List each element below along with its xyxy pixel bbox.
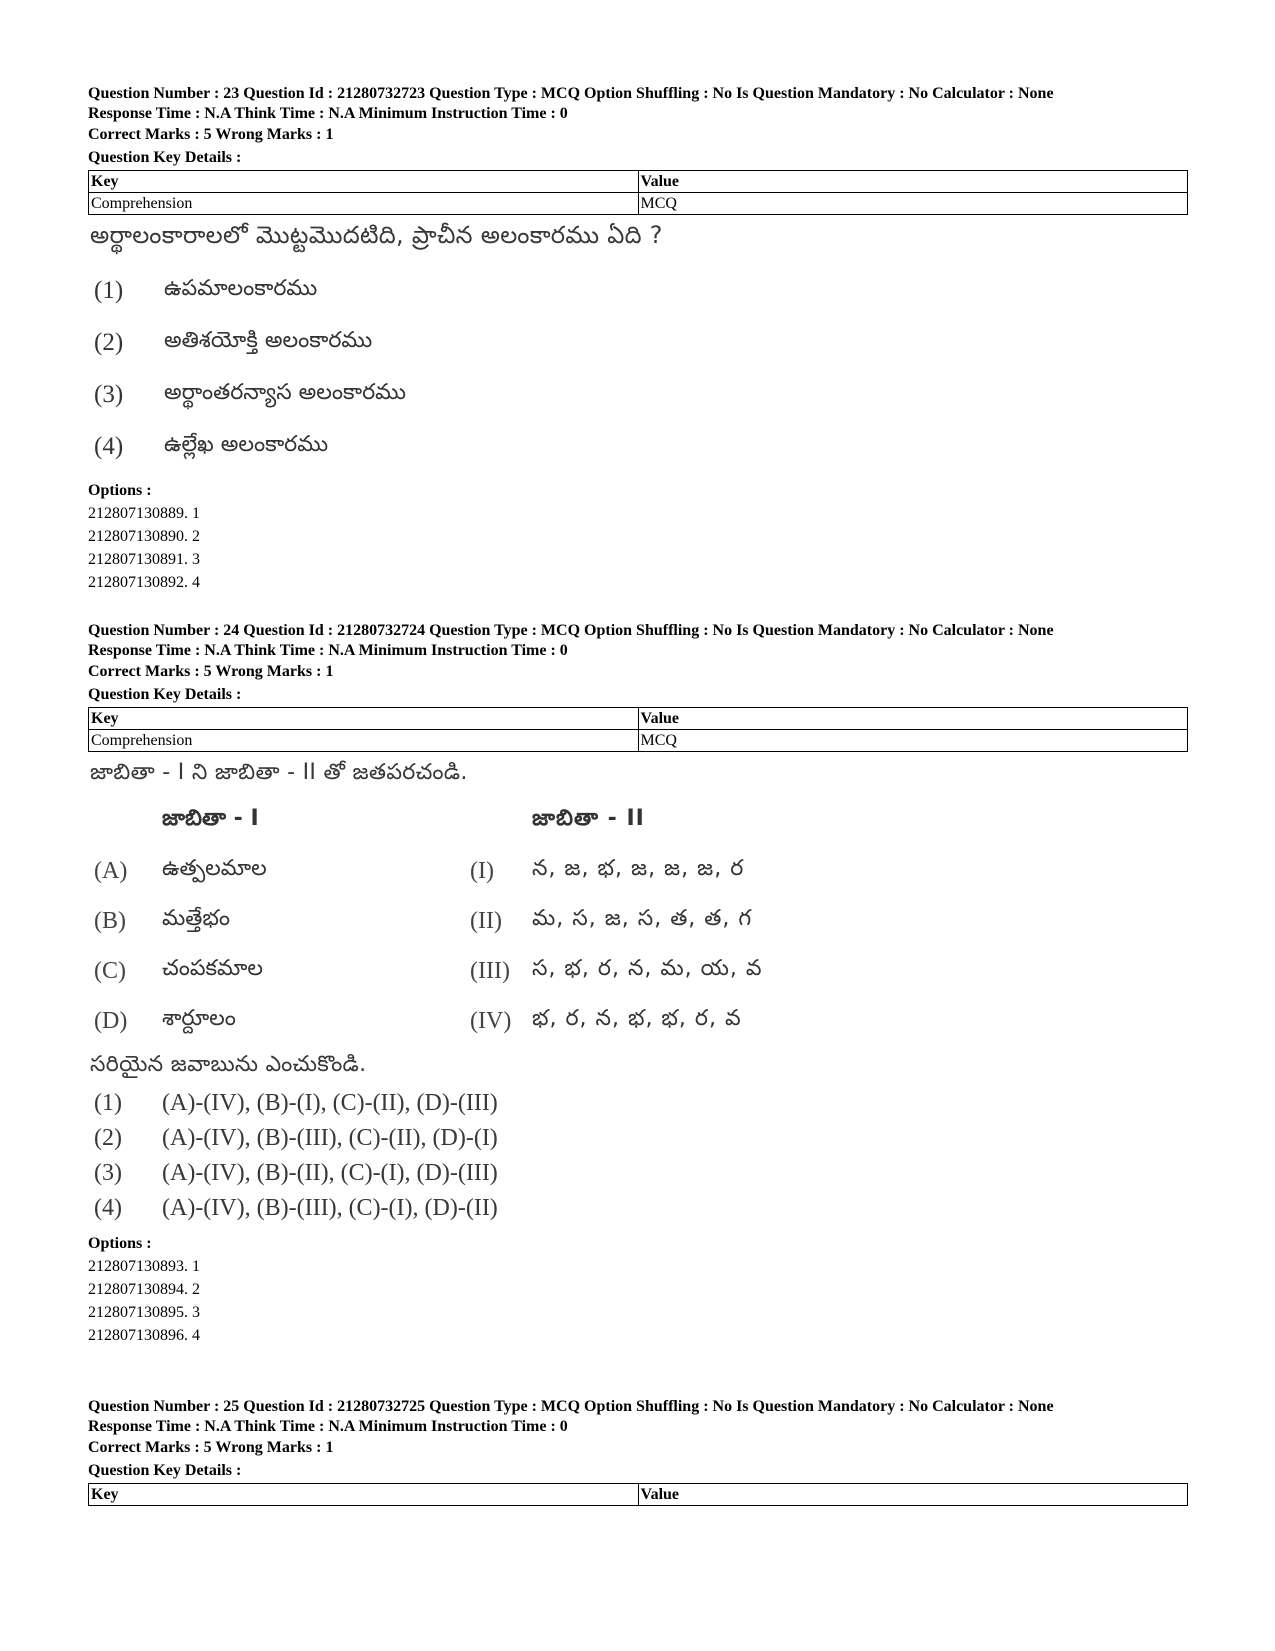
key-cell: Comprehension — [89, 193, 639, 215]
option-line: 212807130890. 2 — [88, 528, 200, 545]
answer-item — [88, 1156, 1188, 1191]
question-meta: Question Number : 23 Question Id : 21280732723 Question Type : MCQ Option Shuffling : No Is Question Mandatory : No Calculator : None — [88, 85, 1054, 102]
list-1-label: (A) — [94, 857, 128, 884]
choice-number: (1) — [94, 277, 124, 304]
key-value-table — [88, 707, 1188, 752]
list-2-item: న, జ, భ, జ, జ, జ, ర — [532, 856, 745, 881]
table-row — [89, 193, 1188, 215]
answer-number: (4) — [94, 1195, 122, 1221]
choice-text: ఉల్లేఖ అలంకారము — [164, 432, 329, 457]
list-1-label: (C) — [94, 957, 126, 984]
key-details-label: Question Key Details : — [88, 1462, 242, 1479]
key-cell: Comprehension — [89, 730, 639, 752]
list-2-header: జాబితా - II — [532, 806, 645, 831]
list-2-item: భ, ర, న, భ, భ, ర, వ — [532, 1006, 742, 1031]
value-cell: MCQ — [638, 193, 1188, 215]
choice-list — [88, 265, 1188, 473]
table-row — [89, 1484, 1188, 1506]
question-timing: Response Time : N.A Think Time : N.A Minimum Instruction Time : 0 — [88, 104, 568, 122]
table-row — [89, 171, 1188, 193]
choice-item — [88, 317, 1188, 369]
match-row — [88, 946, 1188, 996]
question-marks: Correct Marks : 5 Wrong Marks : 1 — [88, 1439, 334, 1456]
question-24 — [88, 621, 1188, 1347]
value-header: Value — [638, 708, 1188, 730]
choice-text: అతిశయోక్తి అలంకారము — [164, 328, 373, 353]
question-marks: Correct Marks : 5 Wrong Marks : 1 — [88, 126, 334, 143]
question-23 — [88, 84, 1188, 594]
list-2-label: (I) — [470, 857, 494, 884]
choice-number: (3) — [94, 381, 124, 408]
list-1-item: చంపకమాల — [162, 956, 263, 981]
match-row — [88, 896, 1188, 946]
option-line: 212807130891. 3 — [88, 551, 200, 568]
question-text: జాబితా - I ని జాబితా - II తో జతపరచండి. — [90, 760, 468, 785]
list-1-item: ఉత్పలమాల — [162, 856, 267, 881]
options-label: Options : — [88, 482, 152, 499]
match-row — [88, 846, 1188, 896]
choice-item — [88, 421, 1188, 473]
key-details-label: Question Key Details : — [88, 686, 242, 703]
match-row — [88, 996, 1188, 1046]
table-row — [89, 708, 1188, 730]
list-2-label: (IV) — [470, 1007, 512, 1034]
answer-text: (A)-(IV), (B)-(I), (C)-(II), (D)-(III) — [162, 1090, 498, 1116]
answer-item — [88, 1121, 1188, 1156]
choice-item — [88, 369, 1188, 421]
table-row — [89, 730, 1188, 752]
list-1-label: (D) — [94, 1007, 128, 1034]
question-text: అర్థాలంకారాలలో మొట్టమొదటిది, ప్రాచీన అలంకారము ఏది ? — [90, 221, 663, 249]
question-meta: Question Number : 25 Question Id : 21280732725 Question Type : MCQ Option Shuffling : No Is Question Mandatory : No Calculator : None — [88, 1398, 1054, 1415]
option-line: 212807130889. 1 — [88, 505, 200, 522]
answer-item — [88, 1191, 1188, 1226]
value-header: Value — [638, 171, 1188, 193]
list-2-item: మ, స, జ, స, త, త, గ — [532, 906, 753, 931]
choice-number: (2) — [94, 329, 124, 356]
answer-text: (A)-(IV), (B)-(III), (C)-(I), (D)-(II) — [162, 1195, 498, 1221]
key-header: Key — [89, 1484, 639, 1506]
list-1-item: శార్దూలం — [162, 1006, 236, 1031]
answer-number: (3) — [94, 1160, 122, 1186]
answer-text: (A)-(IV), (B)-(III), (C)-(II), (D)-(I) — [162, 1125, 498, 1151]
list-2-label: (III) — [470, 957, 510, 984]
option-line: 212807130892. 4 — [88, 574, 200, 591]
answer-text: (A)-(IV), (B)-(II), (C)-(I), (D)-(III) — [162, 1160, 498, 1186]
list-1-header: జాబితా - I — [162, 806, 259, 831]
option-line: 212807130896. 4 — [88, 1327, 200, 1344]
option-line: 212807130894. 2 — [88, 1281, 200, 1298]
key-value-table — [88, 170, 1188, 215]
value-header: Value — [638, 1484, 1188, 1506]
list-1-label: (B) — [94, 907, 126, 934]
list-1-item: మత్తేభం — [162, 906, 231, 931]
key-details-label: Question Key Details : — [88, 149, 242, 166]
question-meta: Question Number : 24 Question Id : 21280732724 Question Type : MCQ Option Shuffling : No Is Question Mandatory : No Calculator : None — [88, 622, 1054, 639]
answer-list — [88, 1086, 1188, 1226]
answer-number: (1) — [94, 1090, 122, 1116]
choice-item — [88, 265, 1188, 317]
option-line: 212807130893. 1 — [88, 1258, 200, 1275]
key-value-table — [88, 1483, 1188, 1506]
question-timing: Response Time : N.A Think Time : N.A Minimum Instruction Time : 0 — [88, 1417, 568, 1435]
question-25 — [88, 1397, 1188, 1506]
choice-number: (4) — [94, 433, 124, 460]
value-cell: MCQ — [638, 730, 1188, 752]
question-marks: Correct Marks : 5 Wrong Marks : 1 — [88, 663, 334, 680]
question-timing: Response Time : N.A Think Time : N.A Minimum Instruction Time : 0 — [88, 641, 568, 659]
list-2-label: (II) — [470, 907, 502, 934]
key-header: Key — [89, 708, 639, 730]
choice-text: అర్థాంతరన్యాస అలంకారము — [164, 380, 407, 405]
answer-item — [88, 1086, 1188, 1121]
list-2-item: స, భ, ర, న, మ, య, వ — [532, 956, 763, 981]
answer-number: (2) — [94, 1125, 122, 1151]
option-line: 212807130895. 3 — [88, 1304, 200, 1321]
choose-instruction: సరియైన జవాబును ఎంచుకొండి. — [90, 1052, 367, 1077]
key-header: Key — [89, 171, 639, 193]
match-header — [88, 796, 1188, 846]
choice-text: ఉపమాలంకారము — [164, 276, 318, 301]
options-label: Options : — [88, 1235, 152, 1252]
